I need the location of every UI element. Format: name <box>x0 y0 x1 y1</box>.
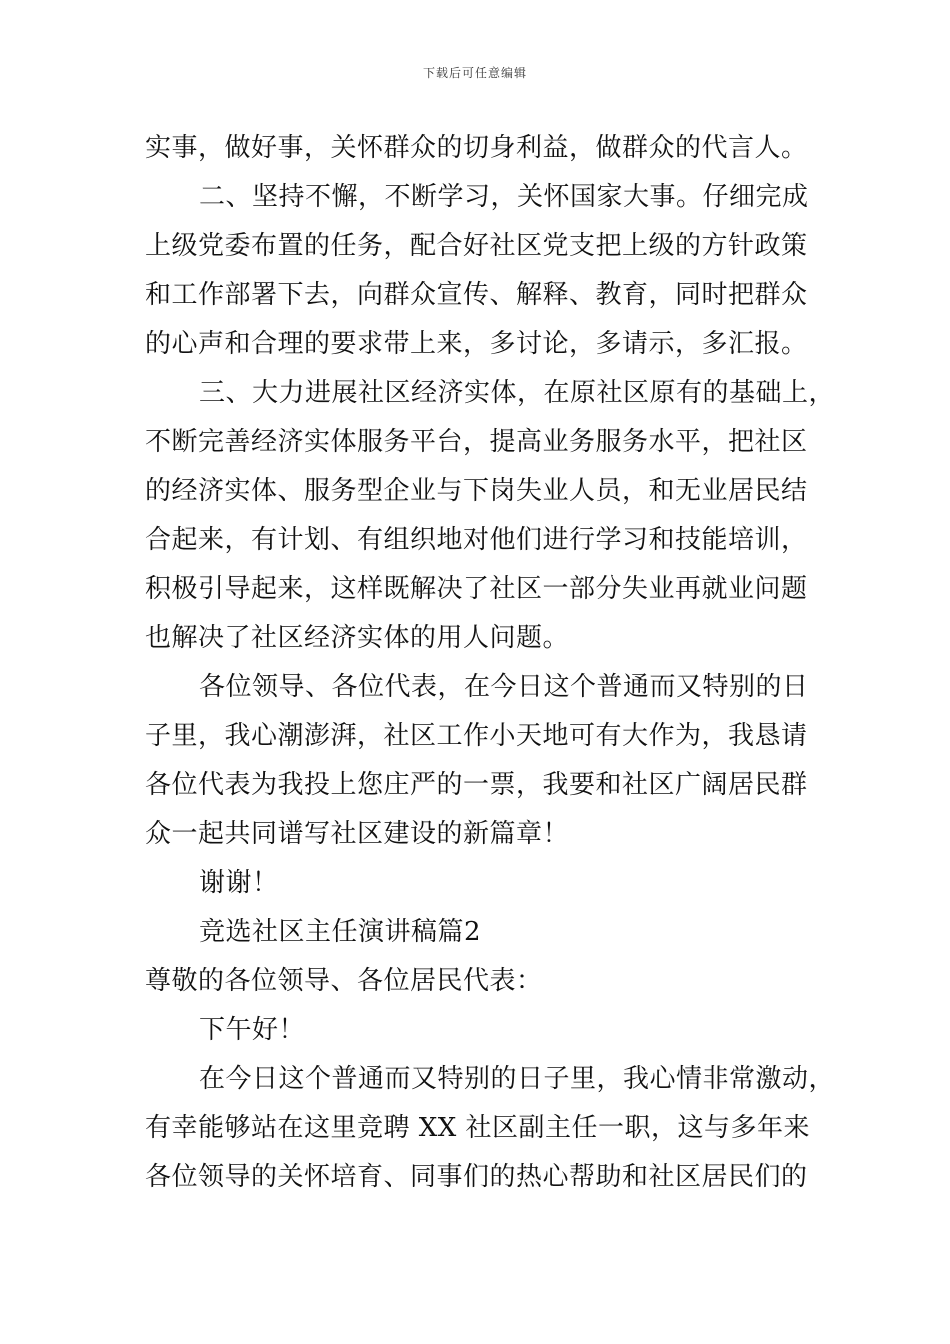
text-line: 实事，做好事，关怀群众的切身利益，做群众的代言人。 <box>145 133 808 163</box>
text-line: 众一起共同谱写社区建设的新篇章！ <box>145 819 570 849</box>
text-line: 也解决了社区经济实体的用人问题。 <box>145 623 570 653</box>
section-title: 竞选社区主任演讲稿篇2 <box>199 917 482 947</box>
text-line: 的经济实体、服务型企业与下岗失业人员，和无业居民结 <box>145 476 808 506</box>
text-line: 在今日这个普通而又特别的日子里，我心情非常激动， <box>199 1064 836 1094</box>
text-line: 各位代表为我投上您庄严的一票，我要和社区广阔居民群 <box>145 770 808 800</box>
text-line: 三、大力进展社区经济实体，在原社区原有的基础上， <box>199 378 836 408</box>
text-line: 不断完善经济实体服务平台，提高业务服务水平，把社区 <box>145 427 808 457</box>
document-body <box>145 124 835 1202</box>
text-line: 子里，我心潮澎湃，社区工作小天地可有大作为，我恳请 <box>145 721 808 751</box>
text-line: 积极引导起来，这样既解决了社区一部分失业再就业问题 <box>145 574 808 604</box>
text-line: 的心声和合理的要求带上来，多讨论，多请示，多汇报。 <box>145 329 808 359</box>
salutation: 尊敬的各位领导、各位居民代表： <box>145 966 543 996</box>
text-line: 有幸能够站在这里竞聘 XX 社区副主任一职，这与多年来 <box>145 1113 811 1143</box>
text-line: 上级党委布置的任务，配合好社区党支把上级的方针政策 <box>145 231 808 261</box>
download-note: 下载后可任意编辑 <box>422 66 527 80</box>
text-line: 和工作部署下去，向群众宣传、解释、教育，同时把群众 <box>145 280 808 310</box>
greeting: 下午好！ <box>199 1015 306 1045</box>
thanks-line: 谢谢！ <box>199 868 279 898</box>
text-line: 合起来，有计划、有组织地对他们进行学习和技能培训， <box>145 525 808 555</box>
text-line: 各位领导、各位代表，在今日这个普通而又特别的日 <box>199 672 809 702</box>
text-line: 各位领导的关怀培育、同事们的热心帮助和社区居民们的 <box>145 1162 808 1192</box>
text-line: 二、坚持不懈，不断学习，关怀国家大事。仔细完成 <box>199 182 809 212</box>
